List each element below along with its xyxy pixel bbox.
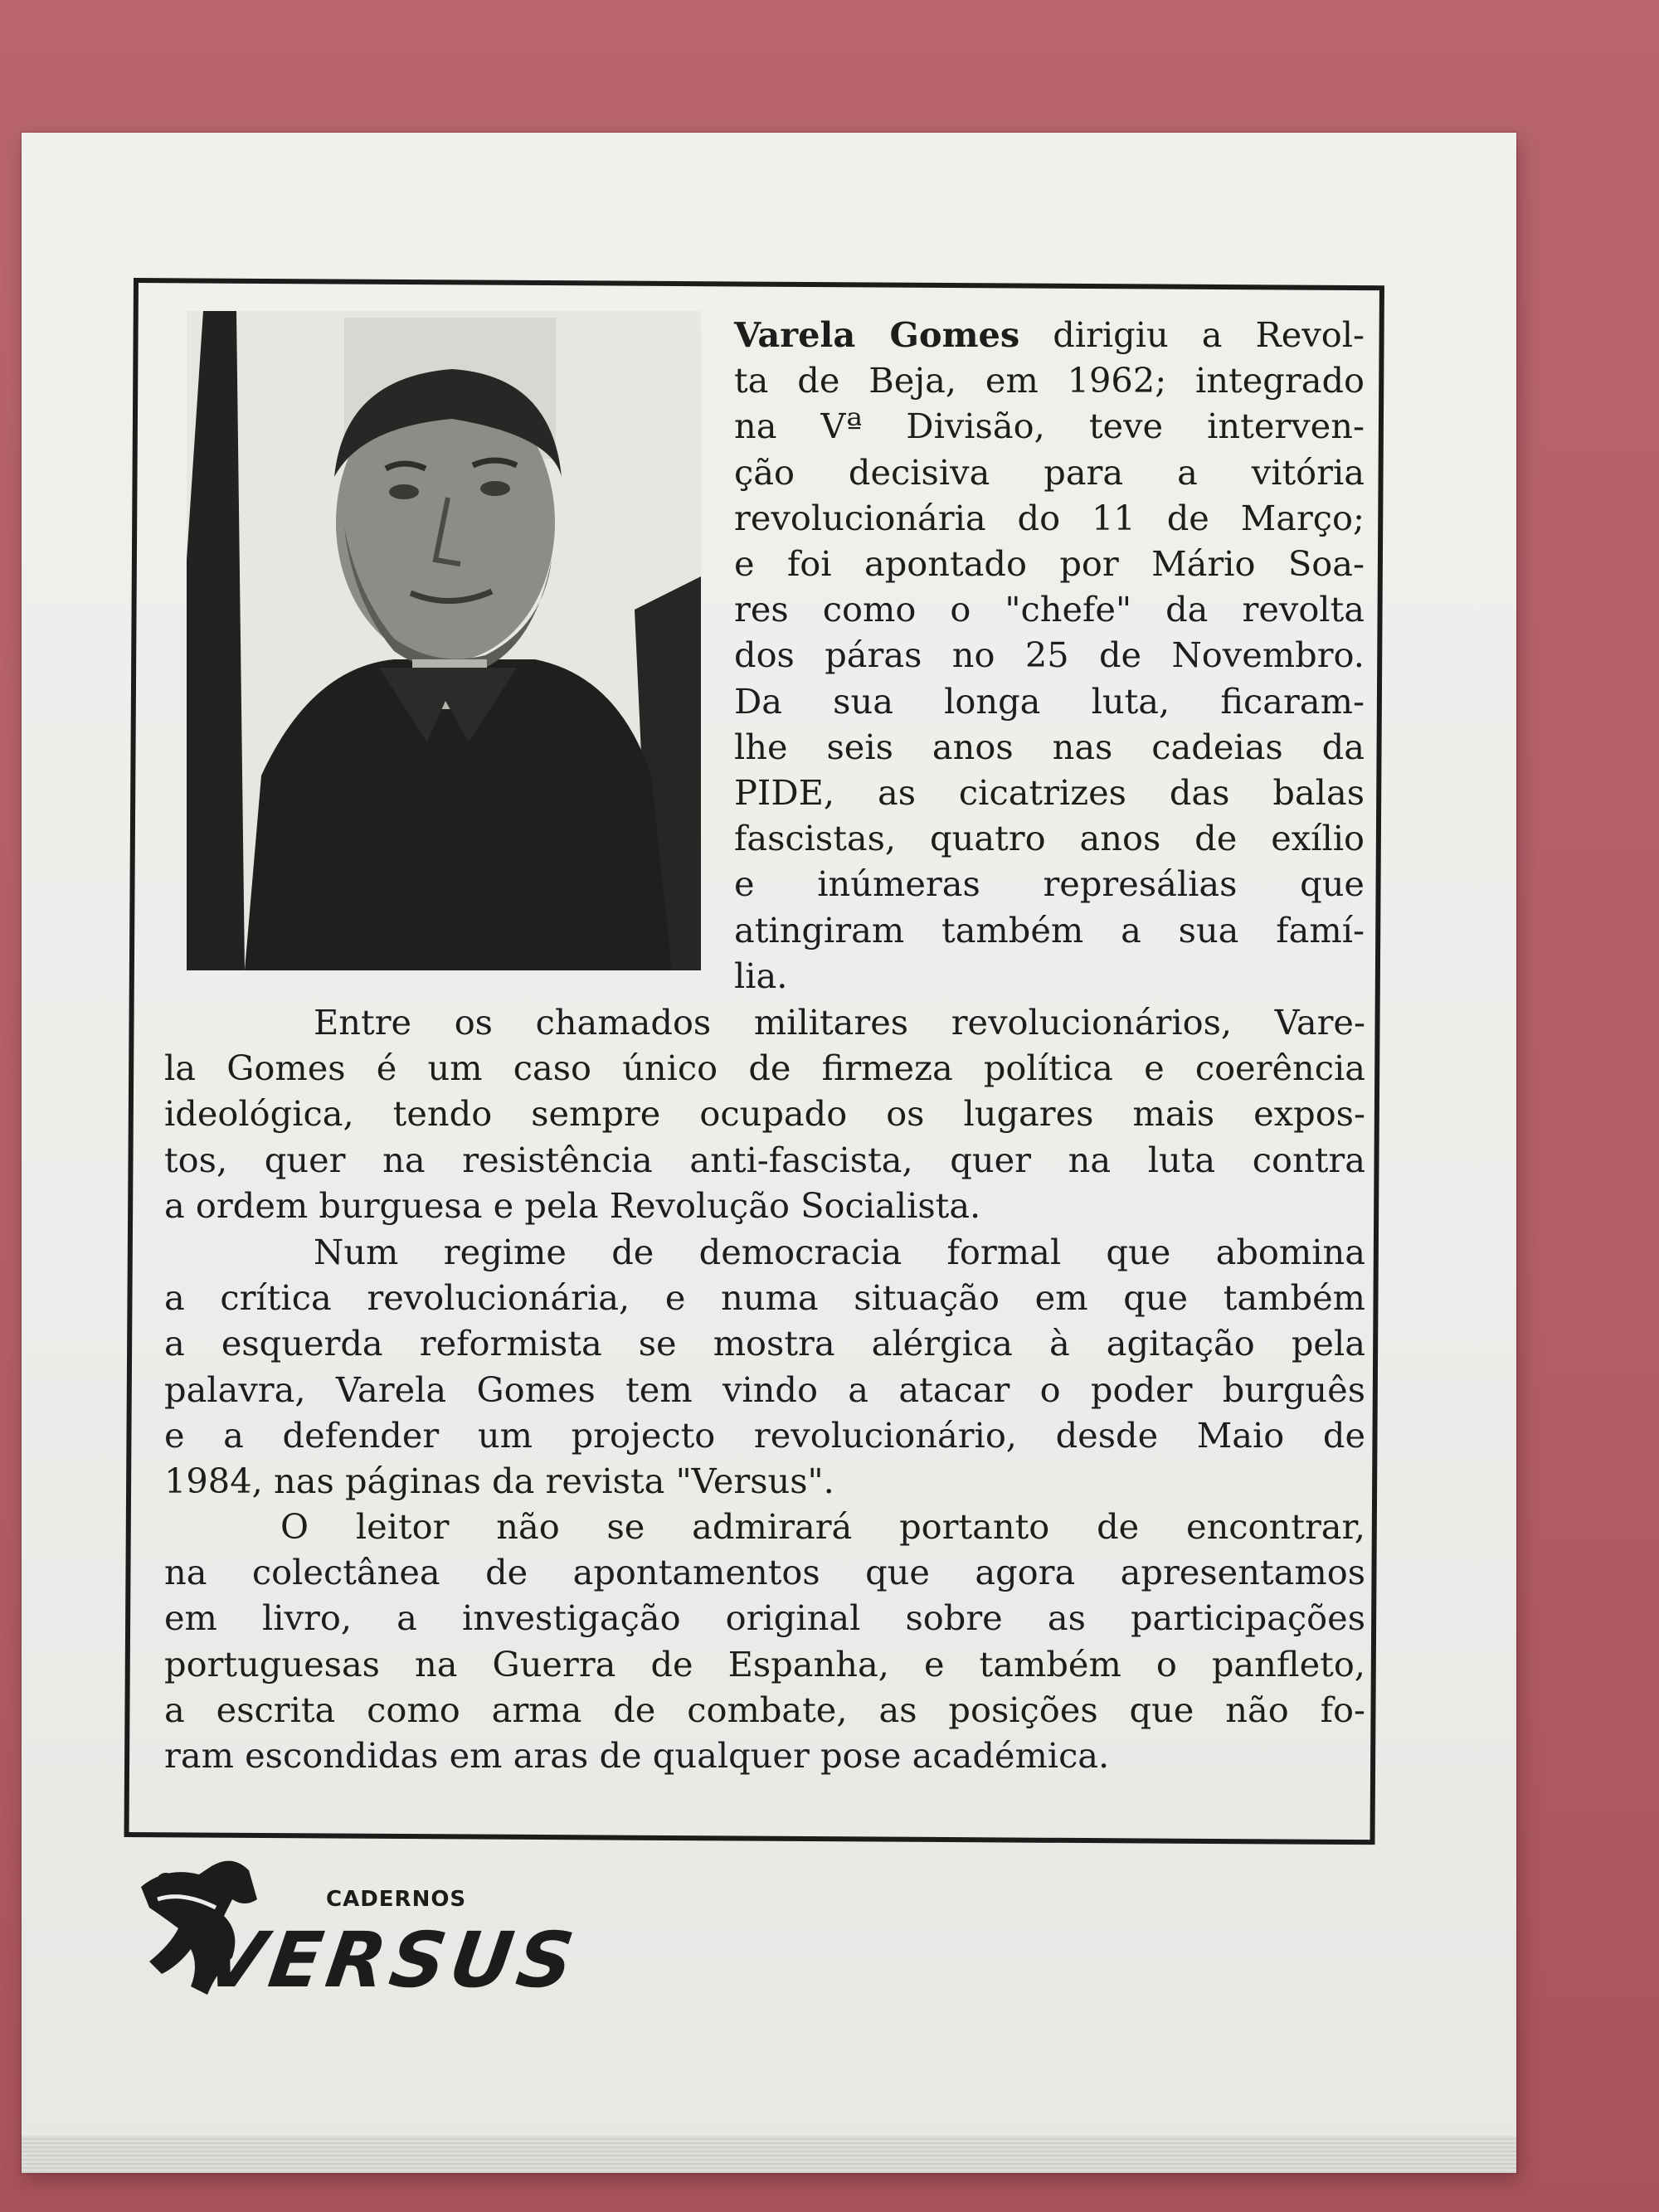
intro-line-10: lhe seis anos nas cadeias da	[734, 726, 1365, 767]
p3-line-5: e a defender um projecto revolucionário, desde Maio de	[164, 1414, 1365, 1456]
intro-line-11: PIDE, as cicatrizes das balas	[734, 772, 1365, 814]
intro-line-6: e foi apontado por Mário Soa-	[734, 543, 1365, 585]
author-name: Varela Gomes	[734, 314, 1020, 355]
paragraph-2	[164, 999, 1365, 1228]
intro-line-9: Da sua longa luta, ficaram-	[734, 680, 1365, 722]
p3-line-3: a esquerda reformista se mostra alérgica à agitação pela	[164, 1323, 1365, 1364]
paragraph-4	[164, 1504, 1365, 1778]
p4-line-3: em livro, a investigação original sobre as participações	[164, 1597, 1365, 1639]
portrait-illustration	[187, 311, 701, 970]
intro-line-2: ta de Beja, em 1962; integrado	[734, 360, 1365, 401]
p2-line-3: ideológica, tendo sempre ocupado os lugares mais expos-	[164, 1093, 1365, 1135]
p3-line-1: Num regime de democracia formal que abomina	[314, 1232, 1365, 1272]
p4-line-2: na colectânea de apontamentos que agora apresentamos	[164, 1552, 1365, 1593]
p2-line-1: Entre os chamados militares revolucionários, Vare-	[314, 1002, 1365, 1043]
intro-line-13: e inúmeras represálias que	[734, 863, 1365, 905]
intro-line-8: dos páras no 25 de Novembro.	[734, 634, 1365, 676]
author-portrait-photo	[187, 311, 701, 970]
intro-line-7: res como o "chefe" da revolta	[734, 589, 1365, 630]
p4-line-1: O leitor não se admirará portanto de encontrar,	[280, 1506, 1365, 1547]
intro-line-14: atingiram também a sua famí-	[734, 909, 1365, 950]
intro-line-12: fascistas, quatro anos de exílio	[734, 818, 1365, 859]
intro-paragraph	[734, 312, 1365, 999]
p4-line-5: a escrita como arma de combate, as posições que não fo-	[164, 1689, 1365, 1730]
logo-caption: CADERNOS	[326, 1887, 467, 1912]
paragraph-3	[164, 1229, 1365, 1504]
p2-line-5: a ordem burguesa e pela Revolução Socialista.	[164, 1184, 981, 1226]
p3-line-4: palavra, Varela Gomes tem vindo a atacar o poder burguês	[164, 1369, 1365, 1410]
intro-line-5: revolucionária do 11 de Março;	[734, 497, 1365, 538]
p3-line-2: a crítica revolucionária, e numa situação em que também	[164, 1277, 1365, 1319]
book-page-edge	[22, 2136, 1516, 2173]
p4-line-4: portuguesas na Guerra de Espanha, e também o panfleto,	[164, 1643, 1365, 1685]
intro-line-15: lia.	[734, 955, 788, 996]
p3-line-6: 1984, nas páginas da revista "Versus".	[164, 1461, 834, 1502]
intro-line-1	[734, 312, 1365, 357]
p2-line-2: la Gomes é um caso único de firmeza política e coerência	[164, 1048, 1365, 1089]
p4-line-6: ram escondidas em aras de qualquer pose académica.	[164, 1735, 1110, 1777]
logo-wordmark: VERSUS	[199, 1916, 584, 2005]
intro-line-1-rest: dirigiu a Revol-	[1019, 314, 1365, 355]
intro-line-4: ção decisiva para a vitória	[734, 451, 1365, 493]
intro-line-3: na Vª Divisão, teve interven-	[734, 406, 1365, 447]
p2-line-4: tos, quer na resistência anti-fascista, quer na luta contra	[164, 1139, 1365, 1180]
